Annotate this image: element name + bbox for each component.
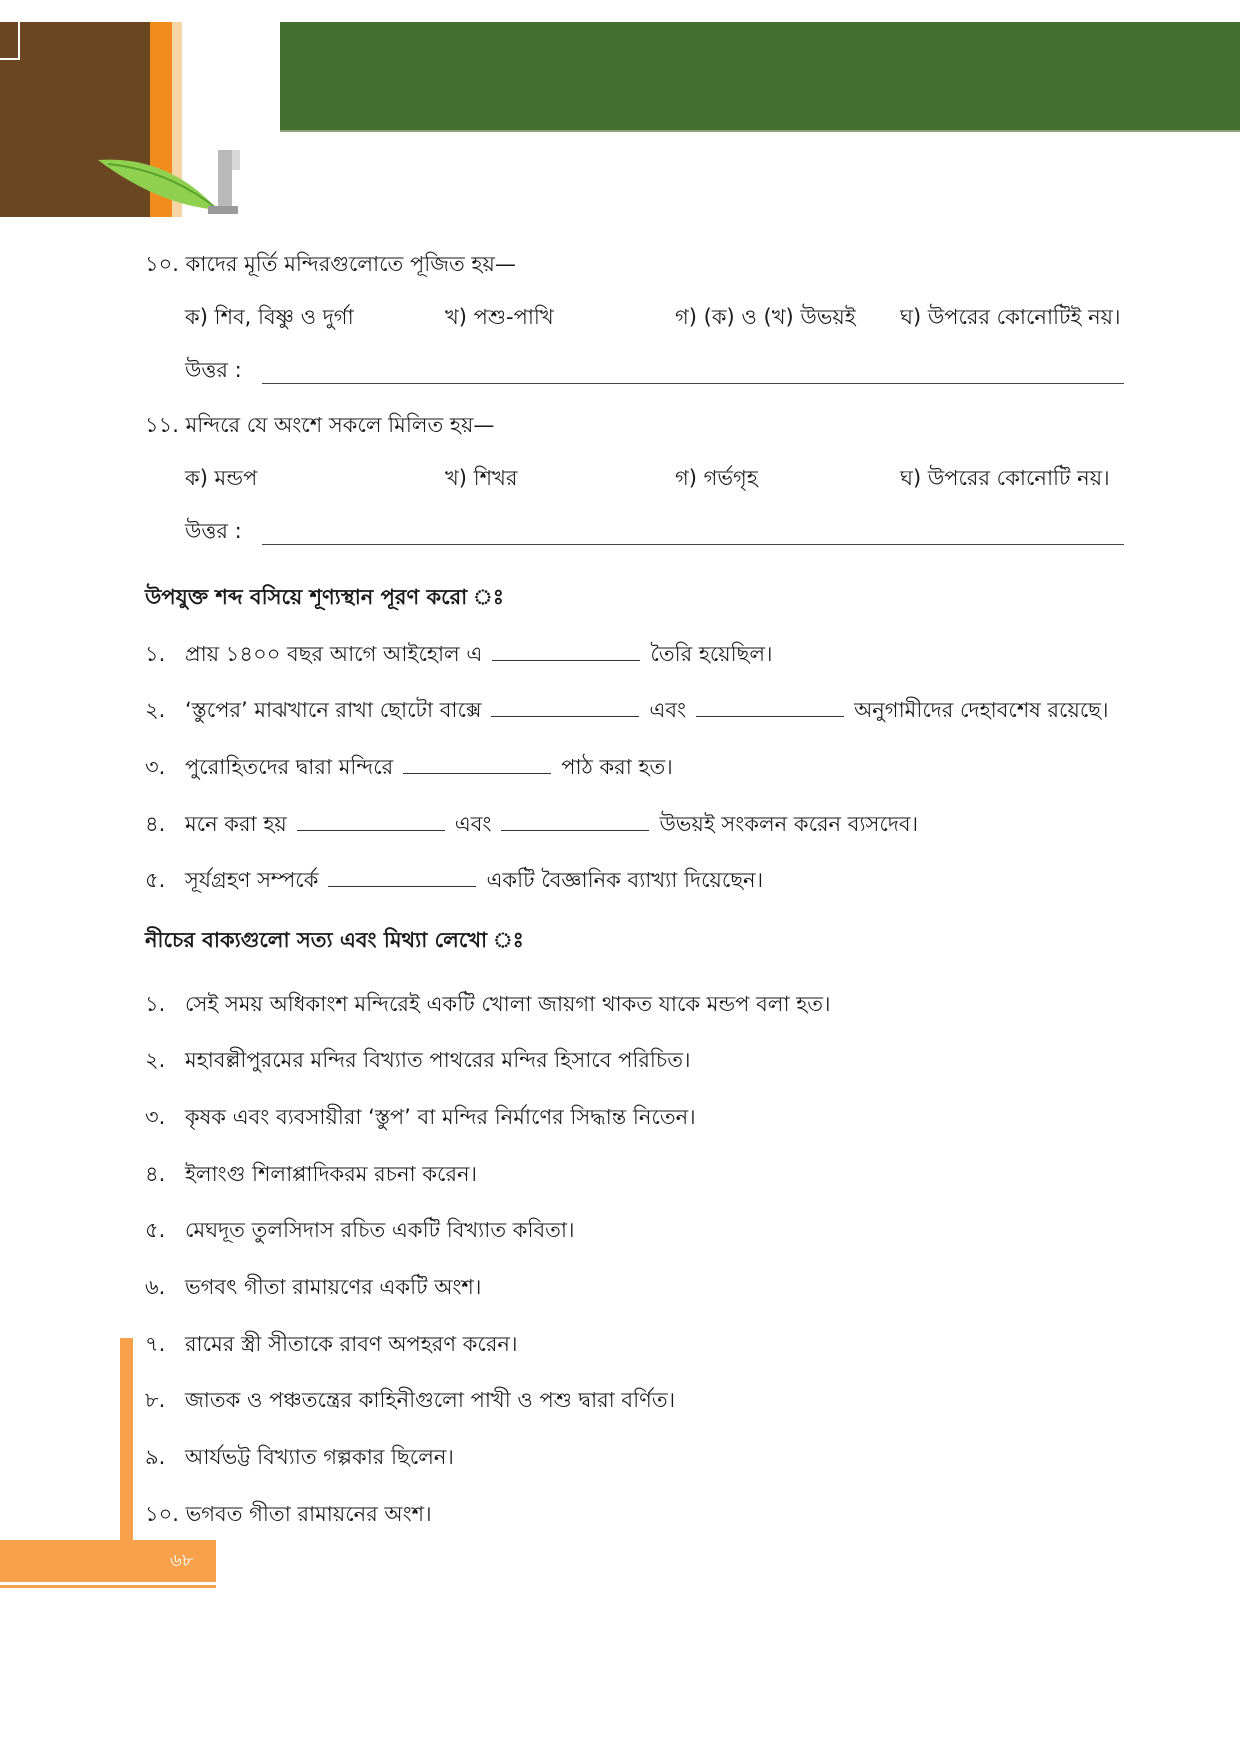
q11-option-c: গ) গর্ভগৃহ	[675, 466, 758, 490]
header-tick-mark	[18, 22, 20, 60]
question-10: ১০. কাদের মূর্তি মন্দিরগুলোতে পূজিত হয়—	[145, 252, 516, 276]
item-number: ১.	[145, 992, 166, 1016]
fill-text: উভয়ই সংকলন করেন ব্যসদেব।	[659, 812, 919, 836]
q11-option-b: খ) শিখর	[445, 466, 518, 490]
tf-item-7	[145, 1332, 517, 1357]
tf-text: রামের স্ত্রী সীতাকে রাবণ অপহরণ করেন।	[185, 1332, 518, 1356]
header-green-banner	[280, 22, 1240, 130]
q11-option-d: ঘ) উপরের কোনোটি নয়।	[900, 466, 1110, 490]
tf-item-5	[145, 1218, 575, 1243]
fill-item-4	[145, 812, 918, 837]
fill-item-3	[145, 755, 673, 780]
item-number: ৫.	[145, 868, 166, 892]
q10-option-d: ঘ) উপরের কোনোটিই নয়।	[900, 305, 1121, 329]
fill-text: মনে করা হয়	[185, 812, 287, 836]
fill-text: অনুগামীদের দেহাবশেষ রয়েছে।	[854, 698, 1109, 722]
fill-text: পুরোহিতদের দ্বারা মন্দিরে	[185, 755, 394, 779]
fill-text: তৈরি হয়েছিল।	[650, 642, 773, 666]
fill-item-5	[145, 868, 763, 893]
fill-item-2	[145, 698, 1109, 723]
tf-text: কৃষক এবং ব্যবসায়ীরা ‘স্তুপ’ বা মন্দির নির্মাণের সিদ্ধান্ত নিতেন।	[185, 1105, 696, 1129]
item-number: ৯.	[145, 1445, 166, 1469]
fill-text: ‘স্তুপের’ মাঝখানে রাখা ছোটো বাক্সে	[185, 698, 482, 722]
tf-text: মেঘদূত তুলসিদাস রচিত একটি বিখ্যাত কবিতা।	[185, 1218, 575, 1242]
blank-field[interactable]	[491, 698, 639, 717]
q10-answer-label: উত্তর :	[185, 358, 242, 382]
item-number: ২.	[145, 1048, 166, 1072]
blank-field[interactable]	[328, 868, 476, 887]
fill-text: পাঠ করা হত।	[561, 755, 673, 779]
tf-item-9	[145, 1445, 454, 1470]
tf-item-3	[145, 1105, 696, 1130]
tf-item-1	[145, 992, 831, 1017]
fill-blanks-heading: উপযুক্ত শব্দ বসিয়ে শূণ্যস্থান পূরণ করো ঃ	[145, 585, 504, 609]
tf-text: আর্যভট্ট বিখ্যাত গল্পকার ছিলেন।	[185, 1445, 454, 1469]
footer-line	[0, 1585, 216, 1588]
item-number: ৩.	[145, 1105, 166, 1129]
q10-option-c: গ) (ক) ও (খ) উভয়ই	[675, 305, 856, 329]
item-number: ৭.	[145, 1332, 166, 1356]
fill-text: এবং	[454, 812, 492, 836]
q11-answer-label: উত্তর :	[185, 519, 242, 543]
page-number: ৬৮	[170, 1550, 194, 1571]
q10-option-a: ক) শিব, বিষ্ণু ও দুর্গা	[185, 305, 354, 329]
fill-item-1	[145, 642, 773, 667]
blank-field[interactable]	[696, 698, 844, 717]
item-number: ৪.	[145, 1162, 166, 1186]
tf-item-6	[145, 1275, 481, 1300]
tf-text: মহাবল্লীপুরমের মন্দির বিখ্যাত পাথরের মন্দির হিসাবে পরিচিত।	[185, 1048, 691, 1072]
tf-item-4	[145, 1162, 477, 1187]
side-accent-bar	[120, 1338, 133, 1543]
q10-option-b: খ) পশু-পাখি	[445, 305, 554, 329]
tf-text: জাতক ও পঞ্চতন্ত্রের কাহিনীগুলো পাখী ও পশু দ্বারা বর্ণিত।	[185, 1388, 676, 1412]
tf-text: ১০. ভগবত গীতা রামায়নের অংশ।	[145, 1502, 432, 1526]
tf-text: সেই সময় অধিকাংশ মন্দিরেই একটি খোলা জায়গা থাকত যাকে মন্ডপ বলা হত।	[185, 992, 831, 1016]
item-number: ৬.	[145, 1275, 166, 1299]
q10-answer-line[interactable]	[262, 383, 1124, 384]
fill-text: সূর্যগ্রহণ সম্পর্কে	[185, 868, 319, 892]
header-divider	[280, 130, 1240, 132]
q11-answer-line[interactable]	[262, 544, 1124, 545]
tf-text: ইলাংগু শিলাপ্পাদিকরম রচনা করেন।	[185, 1162, 478, 1186]
item-number: ৩.	[145, 755, 166, 779]
item-number: ২.	[145, 698, 166, 722]
blank-field[interactable]	[403, 755, 551, 774]
blank-field[interactable]	[492, 642, 640, 661]
fill-text: প্রায় ১৪০০ বছর আগে আইহোল এ	[185, 642, 483, 666]
q11-option-a: ক) মন্ডপ	[185, 466, 258, 490]
question-11: ১১. মন্দিরে যে অংশে সকলে মিলিত হয়—	[145, 413, 495, 437]
item-number: ৪.	[145, 812, 166, 836]
item-number: ৫.	[145, 1218, 166, 1242]
blank-field[interactable]	[297, 812, 445, 831]
tf-item-10	[145, 1502, 432, 1527]
tf-item-2	[145, 1048, 691, 1073]
tf-text: ভগবৎ গীতা রামায়ণের একটি অংশ।	[185, 1275, 482, 1299]
blank-field[interactable]	[501, 812, 649, 831]
tf-item-8	[145, 1388, 675, 1413]
leaf-icon	[98, 150, 268, 220]
item-number: ১.	[145, 642, 166, 666]
item-number: ৮.	[145, 1388, 166, 1412]
fill-text: একটি বৈজ্ঞানিক ব্যাখ্যা দিয়েছেন।	[486, 868, 764, 892]
fill-text: এবং	[649, 698, 687, 722]
true-false-heading: নীচের বাক্যগুলো সত্য এবং মিথ্যা লেখো ঃ	[145, 928, 524, 952]
header-tick-mark	[0, 58, 20, 60]
